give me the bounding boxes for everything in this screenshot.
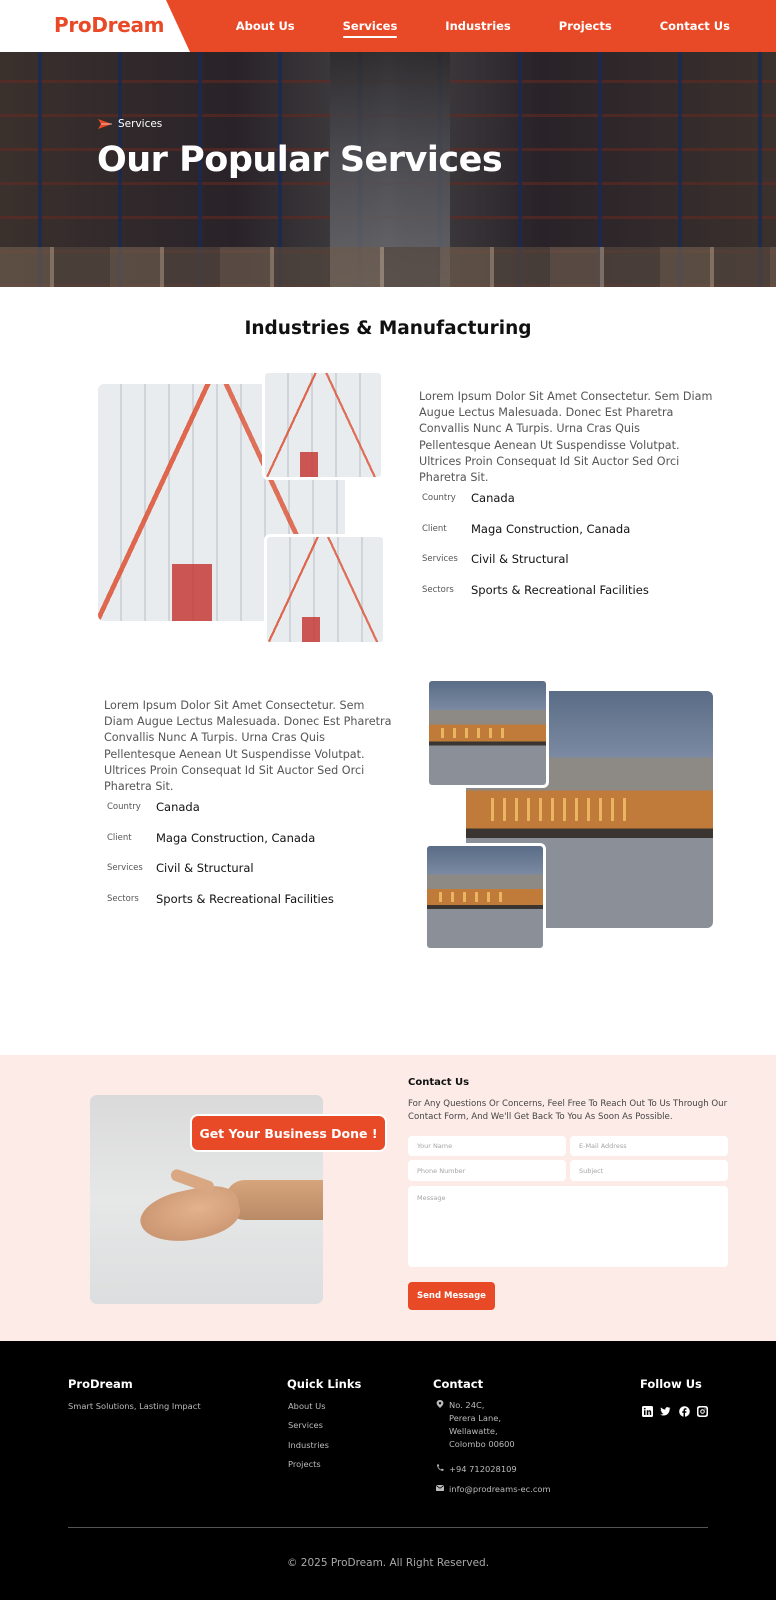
breadcrumb-current: Services (118, 118, 163, 130)
footer-link-services[interactable]: Services (288, 1420, 323, 1430)
name-input[interactable] (408, 1136, 566, 1156)
message-textarea[interactable] (408, 1186, 728, 1267)
page-title: Our Popular Services (97, 140, 503, 180)
top-navbar (0, 0, 776, 52)
contact-section (0, 1055, 776, 1341)
footer-address (433, 1399, 515, 1451)
footer-link-projects[interactable]: Projects (288, 1459, 321, 1469)
detail-row-services (419, 544, 649, 575)
address-line: Perera Lane, (449, 1413, 501, 1423)
address-line: Wellawatte, (449, 1426, 498, 1436)
detail-value: Sports & Recreational Facilities (156, 891, 334, 906)
project-2-description: Lorem Ipsum Dolor Sit Amet Consectetur. Sem Diam Augue Lectus Malesuada. Donec Est Pharetra Convallis Nunc A Turpis. Urna Cras Quis Pellentesque Aenean Ut Suspendisse Volutpat. Ultrices Proin Consequat Id Sit Auctor Sed Orci Pharetra Sit. (104, 699, 392, 794)
detail-value: Civil & Structural (471, 552, 569, 567)
footer-link-about-us[interactable]: About Us (288, 1401, 326, 1411)
copyright: © 2025 ProDream. All Right Reserved. (286, 1557, 490, 1569)
contact-column-title: Contact (433, 1377, 484, 1391)
quick-links-title: Quick Links (287, 1377, 362, 1391)
nav-link-industries[interactable]: Industries (445, 19, 511, 33)
nav-link-projects[interactable]: Projects (558, 19, 612, 33)
detail-value: Canada (471, 491, 515, 506)
subject-input[interactable] (570, 1160, 728, 1181)
detail-key: Sectors (422, 584, 454, 595)
project-2-thumb-top (426, 678, 549, 788)
project-2-thumb-bottom (424, 843, 546, 951)
project-1-description: Lorem Ipsum Dolor Sit Amet Consectetur. Sem Diam Augue Lectus Malesuada. Donec Est Pharetra Convallis Nunc A Turpis. Urna Cras Quis Pellentesque Aenean Ut Suspendisse Volutpat. Ultrices Proin Consequat Id Sit Auctor Sed Orci Pharetra Sit. (419, 390, 713, 485)
detail-row-sectors (419, 575, 649, 606)
phone-icon (433, 1463, 447, 1476)
detail-key: Services (107, 863, 143, 874)
nav-links (236, 0, 776, 52)
email-address[interactable]: info@prodreams-ec.com (449, 1484, 551, 1494)
paper-plane-icon (98, 119, 112, 129)
twitter-icon[interactable] (660, 1405, 672, 1417)
social-links (641, 1405, 715, 1417)
phone-input[interactable] (408, 1160, 566, 1181)
logo[interactable]: ProDream (54, 13, 165, 37)
detail-row-country (419, 483, 649, 514)
project-1-thumb-top (262, 370, 384, 480)
detail-key: Client (422, 523, 447, 534)
project-1-thumb-bottom (264, 534, 386, 645)
facebook-icon[interactable] (678, 1405, 690, 1417)
footer-phone (433, 1463, 517, 1476)
detail-value: Maga Construction, Canada (471, 521, 631, 536)
detail-row-sectors (104, 884, 334, 915)
footer-tagline: Smart Solutions, Lasting Impact (68, 1401, 201, 1411)
address-line: No. 24C, (449, 1400, 485, 1410)
detail-key: Client (107, 832, 132, 843)
nav-link-services[interactable]: Services (342, 19, 398, 33)
detail-row-country (104, 792, 334, 823)
section-title: Industries & Manufacturing (244, 318, 532, 339)
detail-value: Maga Construction, Canada (156, 830, 316, 845)
footer (0, 1341, 776, 1600)
get-business-done-badge: Get Your Business Done ! (190, 1114, 387, 1152)
hero-banner (0, 52, 776, 287)
detail-row-services (104, 853, 334, 884)
send-message-button[interactable]: Send Message (408, 1282, 495, 1310)
detail-row-client (419, 514, 649, 545)
breadcrumb (98, 118, 162, 130)
project-2-details (104, 792, 334, 914)
detail-key: Services (422, 554, 458, 565)
detail-value: Civil & Structural (156, 861, 254, 876)
instagram-icon[interactable] (697, 1405, 709, 1417)
address-line: Colombo 00600 (449, 1439, 515, 1449)
footer-divider (68, 1527, 708, 1528)
footer-email (433, 1483, 551, 1496)
detail-row-client (104, 823, 334, 854)
contact-intro-text: For Any Questions Or Concerns, Feel Free To Reach Out To Us Through Our Contact Form, And We'll Get Back To You As Soon As Possible. (408, 1099, 728, 1122)
linkedin-icon[interactable] (641, 1405, 653, 1417)
footer-brand: ProDream (68, 1377, 133, 1391)
hand-palm-shape (136, 1180, 244, 1250)
detail-key: Country (107, 802, 141, 813)
detail-key: Country (422, 493, 456, 504)
hero-warehouse-boxes (0, 247, 776, 287)
detail-value: Canada (156, 800, 200, 815)
email-input[interactable] (570, 1136, 728, 1156)
project-1-details (419, 483, 649, 605)
location-pin-icon (433, 1399, 447, 1451)
footer-link-industries[interactable]: Industries (288, 1440, 329, 1450)
follow-us-title: Follow Us (640, 1377, 702, 1391)
nav-link-contact-us[interactable]: Contact Us (659, 19, 730, 33)
detail-key: Sectors (107, 893, 139, 904)
nav-link-about-us[interactable]: About Us (235, 19, 295, 33)
contact-title: Contact Us (408, 1077, 470, 1088)
detail-value: Sports & Recreational Facilities (471, 582, 649, 597)
envelope-icon (433, 1483, 447, 1496)
phone-number[interactable]: +94 712028109 (449, 1464, 517, 1474)
